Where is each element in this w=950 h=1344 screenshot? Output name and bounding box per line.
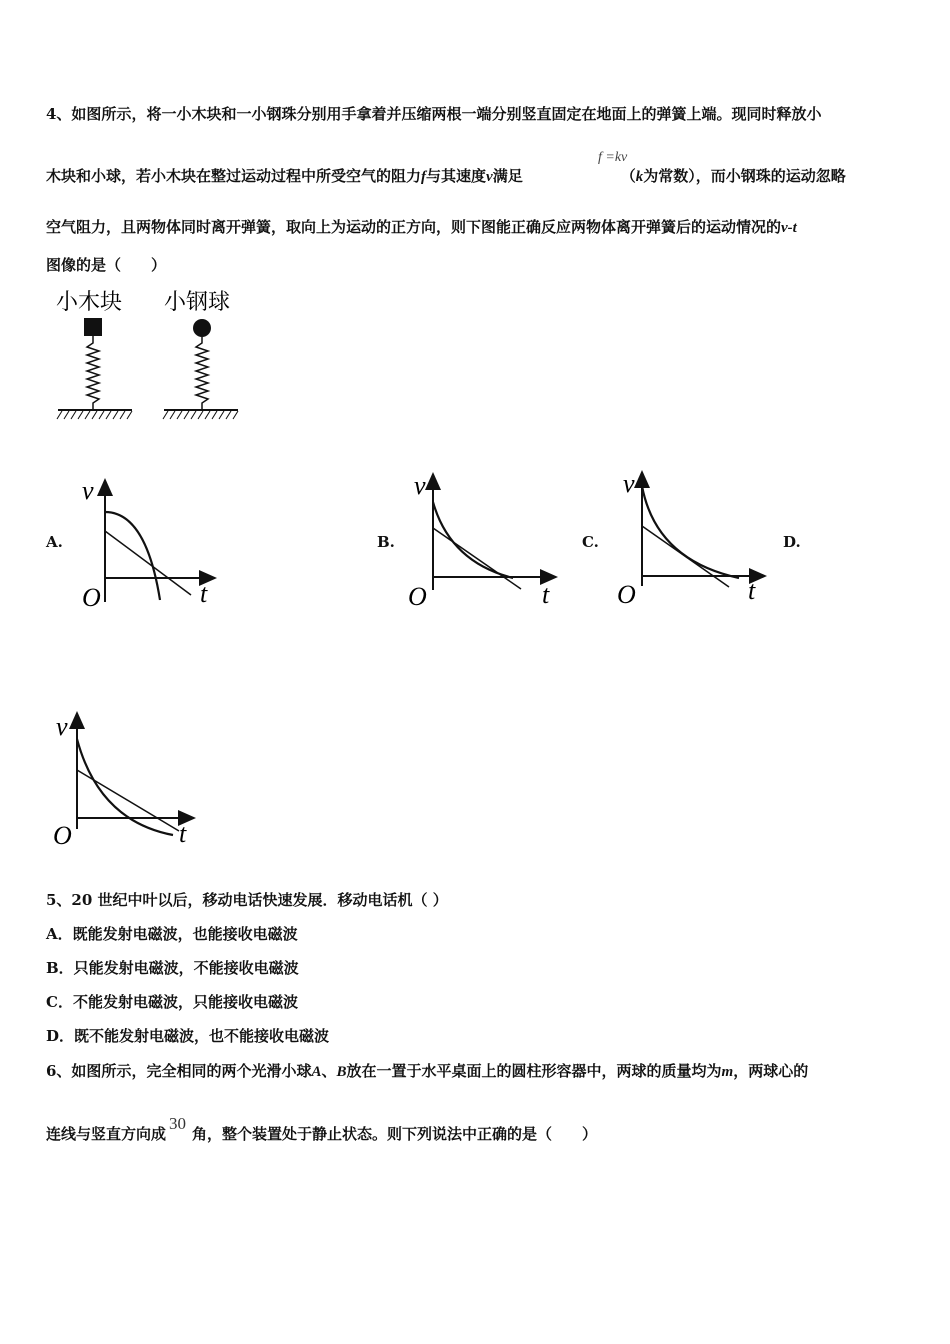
q6-line-1-b: 放在一置于水平桌面上的圆柱形容器中，两球的质量均为 bbox=[346, 1062, 722, 1080]
graph-a bbox=[76, 474, 221, 614]
q6-var-a: A bbox=[311, 1064, 322, 1080]
label-block: 小木块 bbox=[56, 290, 123, 315]
curve-wood bbox=[642, 486, 739, 578]
q4-line-2-a: 木块和小球，若小木块在整过运动过程中所受空气的阻力 bbox=[46, 167, 422, 185]
q4-line-2-e: 为常数），而小钢珠的运动忽略 bbox=[643, 167, 846, 185]
q6-line-2 bbox=[46, 1114, 598, 1144]
q6-line-1-c: ，两球心的 bbox=[733, 1062, 809, 1080]
q4-line-2-b: 与其速度 bbox=[426, 167, 487, 185]
q4-line-2-d: （ bbox=[620, 167, 636, 185]
q5-option-d: D．既不能发射电磁波，也不能接收电磁波 bbox=[46, 1027, 330, 1045]
q4-var-k: k bbox=[635, 169, 644, 185]
q4-line-2 bbox=[46, 165, 846, 186]
graph-b bbox=[405, 470, 565, 610]
q4-formula: f =kv bbox=[598, 150, 628, 165]
q6-angle: 30 bbox=[169, 1114, 187, 1133]
option-b-label: B. bbox=[377, 533, 395, 551]
q4-line-2-c: 满足 bbox=[492, 167, 523, 185]
steel-ball bbox=[193, 319, 211, 337]
v-label: v bbox=[56, 712, 68, 741]
q4-var-v: v bbox=[486, 169, 493, 185]
o-label: O bbox=[617, 580, 636, 608]
q4-line-1: 4、如图所示，将一小木块和一小钢珠分别用手拿着并压缩两根一端分别竖直固定在地面上的弹簧上端。现同时释放小 bbox=[46, 105, 822, 123]
q5-stem: 5、20 世纪中叶以后，移动电话快速发展．移动电话机（ ） bbox=[46, 891, 448, 909]
q6-line-1-a: 6、如图所示，完全相同的两个光滑小球 bbox=[46, 1062, 312, 1080]
wood-block bbox=[84, 318, 102, 336]
option-c-label: C. bbox=[582, 533, 599, 551]
q5-option-b: B．只能发射电磁波，不能接收电磁波 bbox=[46, 959, 299, 977]
o-label: O bbox=[53, 821, 72, 850]
graph-d bbox=[51, 711, 201, 853]
spring-figure bbox=[52, 285, 252, 430]
q4-line-3-a: 空气阻力，且两物体同时离开弹簧，取向上为运动的正方向，则下图能正确反应两物体离开弹簧后的运动情况的 bbox=[46, 218, 782, 236]
q6-line-2-a: 连线与竖直方向成 bbox=[46, 1125, 167, 1143]
t-label: t bbox=[200, 579, 208, 608]
line-steel bbox=[433, 528, 521, 589]
o-label: O bbox=[408, 582, 427, 610]
v-label: v bbox=[82, 476, 94, 505]
line-steel bbox=[105, 531, 191, 595]
q5-option-a: A．既能发射电磁波，也能接收电磁波 bbox=[46, 925, 298, 943]
q6-line-1 bbox=[46, 1060, 808, 1081]
v-label: v bbox=[414, 471, 426, 500]
option-d-label: D. bbox=[783, 533, 801, 551]
graph-c bbox=[614, 468, 774, 608]
o-label: O bbox=[82, 583, 101, 612]
line-steel bbox=[642, 526, 729, 587]
t-label: t bbox=[748, 576, 756, 605]
label-ball: 小钢球 bbox=[164, 290, 231, 315]
option-a-label: A. bbox=[46, 533, 63, 551]
q4-var-vt: v-t bbox=[781, 220, 797, 236]
curve-wood bbox=[77, 739, 173, 835]
q4-line-4: 图像的是（ ） bbox=[46, 256, 167, 274]
q6-var-m: m bbox=[721, 1064, 734, 1080]
curve-wood bbox=[433, 502, 513, 578]
spring-right bbox=[196, 337, 208, 410]
t-label: t bbox=[179, 819, 187, 848]
spring-left bbox=[87, 336, 99, 410]
line-steel bbox=[77, 770, 179, 831]
q5-option-c: C．不能发射电磁波，只能接收电磁波 bbox=[46, 993, 298, 1011]
q6-sep: 、 bbox=[321, 1062, 337, 1080]
v-label: v bbox=[623, 469, 635, 498]
q4-line-3 bbox=[46, 216, 797, 237]
t-label: t bbox=[542, 580, 550, 609]
q6-line-2-b: 角，整个装置处于静止状态。则下列说法中正确的是（ ） bbox=[192, 1125, 598, 1143]
q4-var-f: f bbox=[421, 169, 427, 185]
curve-wood bbox=[105, 512, 160, 600]
q6-var-b: B bbox=[336, 1064, 347, 1080]
